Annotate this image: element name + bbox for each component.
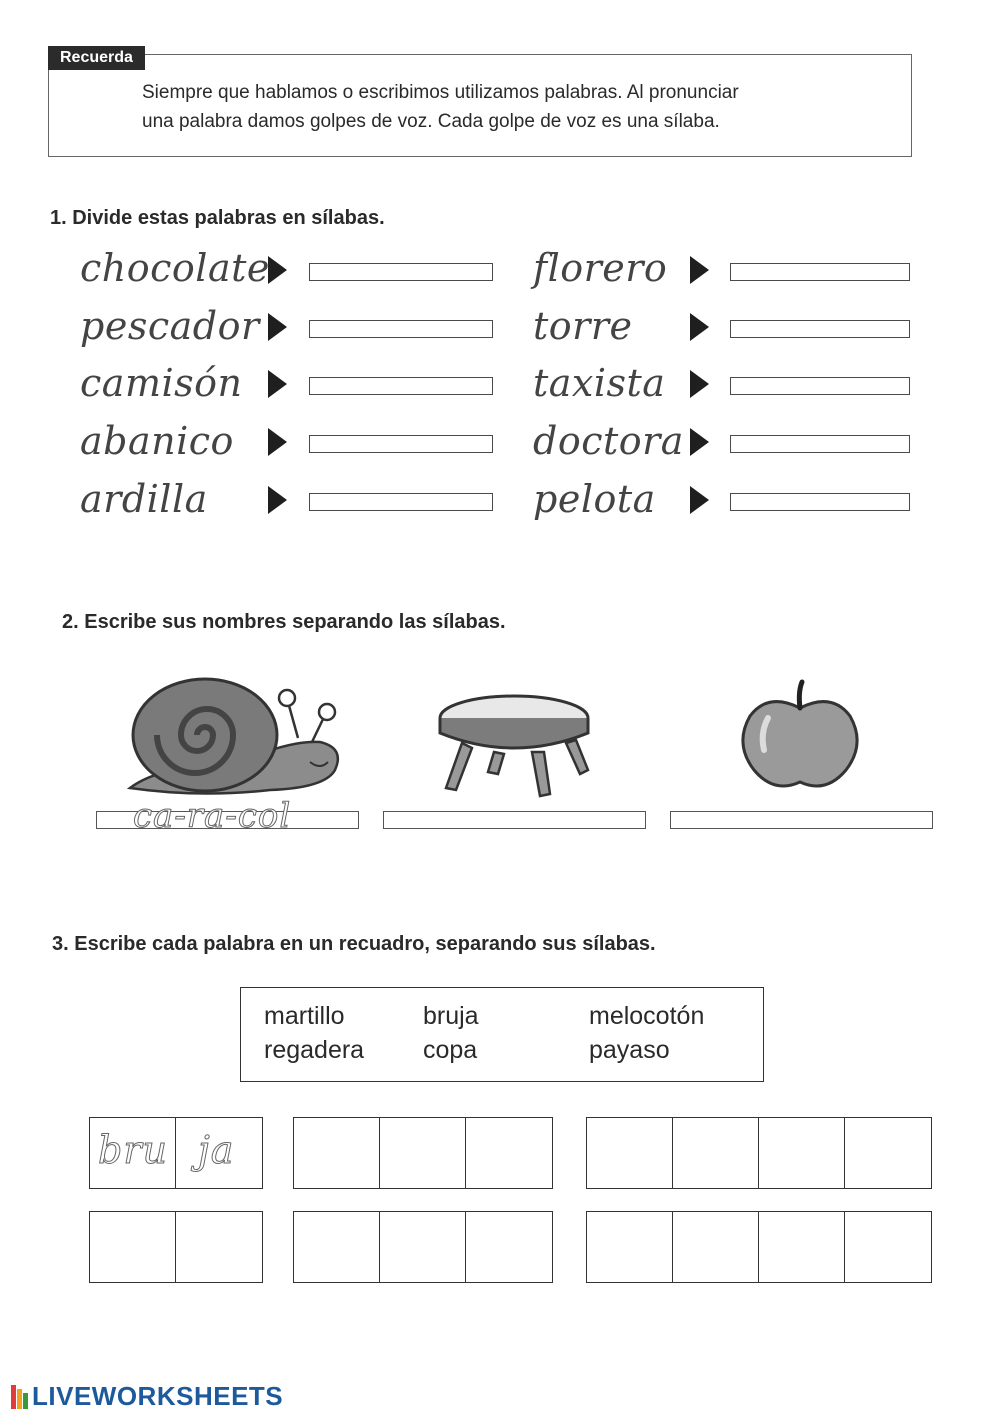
syllable-cell[interactable]	[845, 1118, 931, 1188]
traced-syllable: bru	[98, 1128, 168, 1172]
recuerda-text	[142, 78, 902, 136]
bank-word: regadera	[264, 1036, 365, 1064]
apple-picture	[738, 678, 862, 790]
traced-syllable: ja	[198, 1128, 235, 1172]
answer-input-florero[interactable]	[730, 263, 910, 281]
arrow-icon	[268, 370, 287, 398]
syllable-grid-3	[293, 1211, 553, 1283]
word-ardilla: ardilla	[80, 477, 208, 521]
syllable-cell[interactable]	[587, 1118, 673, 1188]
answer-input-taxista[interactable]	[730, 377, 910, 395]
syllable-cell[interactable]	[673, 1212, 759, 1282]
word-doctora: doctora	[533, 419, 684, 463]
word-chocolate: chocolate	[80, 246, 270, 290]
bank-word: bruja	[423, 1002, 479, 1030]
word-pelota: pelota	[533, 477, 656, 521]
syllable-cell[interactable]	[294, 1118, 380, 1188]
name-input-apple[interactable]	[670, 811, 933, 829]
syllable-cell[interactable]	[759, 1212, 845, 1282]
recuerda-line-1: Siempre que hablamos o escribimos utilizamos palabras. Al pronunciar	[142, 82, 739, 103]
exercise-2-heading: 2. Escribe sus nombres separando las sílabas.	[62, 611, 506, 633]
syllable-grid-4	[586, 1211, 932, 1283]
syllable-cell[interactable]	[176, 1118, 262, 1188]
name-input-snail[interactable]	[96, 796, 359, 836]
answer-input-abanico[interactable]	[309, 435, 493, 453]
syllable-cell[interactable]	[294, 1212, 380, 1282]
syllable-cell[interactable]	[587, 1212, 673, 1282]
word-taxista: taxista	[533, 361, 666, 405]
arrow-icon	[690, 256, 709, 284]
arrow-icon	[268, 256, 287, 284]
syllable-cell[interactable]	[466, 1212, 552, 1282]
recuerda-label: Recuerda	[48, 46, 145, 70]
arrow-icon	[268, 486, 287, 514]
arrow-icon	[690, 370, 709, 398]
bank-word: copa	[423, 1036, 478, 1064]
syllable-grid-4	[586, 1117, 932, 1189]
arrow-icon	[690, 486, 709, 514]
syllable-cell[interactable]	[759, 1118, 845, 1188]
syllable-grid-3	[293, 1117, 553, 1189]
answer-input-torre[interactable]	[730, 320, 910, 338]
recuerda-line-2: una palabra damos golpes de voz. Cada golpe de voz es una sílaba.	[142, 111, 720, 132]
word-torre: torre	[533, 304, 633, 348]
syllable-grid-2	[89, 1117, 263, 1189]
word-abanico: abanico	[80, 419, 234, 463]
snail-picture	[120, 670, 350, 810]
bank-word: payaso	[589, 1036, 670, 1064]
syllable-cell[interactable]	[90, 1118, 176, 1188]
answer-input-chocolate[interactable]	[309, 263, 493, 281]
answer-input-pescador[interactable]	[309, 320, 493, 338]
exercise-3-heading: 3. Escribe cada palabra en un recuadro, separando sus sílabas.	[52, 933, 656, 955]
arrow-icon	[690, 313, 709, 341]
traced-example-caracol: ca-ra-col	[133, 796, 292, 836]
arrow-icon	[268, 428, 287, 456]
answer-input-doctora[interactable]	[730, 435, 910, 453]
syllable-cell[interactable]	[380, 1212, 466, 1282]
syllable-cell[interactable]	[176, 1212, 262, 1282]
answer-input-ardilla[interactable]	[309, 493, 493, 511]
arrow-icon	[690, 428, 709, 456]
liveworksheets-brand	[10, 1381, 283, 1412]
brand-name: LIVEWORKSHEETS	[32, 1381, 284, 1411]
word-florero: florero	[533, 246, 668, 290]
answer-input-pelota[interactable]	[730, 493, 910, 511]
syllable-cell[interactable]	[673, 1118, 759, 1188]
syllable-cell[interactable]	[380, 1118, 466, 1188]
syllable-grid-2	[89, 1211, 263, 1283]
bank-word: martillo	[264, 1002, 345, 1030]
word-bank	[240, 987, 764, 1082]
name-input-stool[interactable]	[383, 811, 646, 829]
word-pescador: pescador	[80, 304, 260, 348]
syllable-cell[interactable]	[90, 1212, 176, 1282]
syllable-cell[interactable]	[466, 1118, 552, 1188]
arrow-icon	[268, 313, 287, 341]
bank-word: melocotón	[589, 1002, 705, 1030]
word-camison: camisón	[80, 361, 243, 405]
exercise-1-heading: 1. Divide estas palabras en sílabas.	[50, 207, 385, 229]
stool-picture	[432, 688, 597, 803]
answer-input-camison[interactable]	[309, 377, 493, 395]
syllable-cell[interactable]	[845, 1212, 931, 1282]
liveworksheets-logo-icon	[10, 1384, 30, 1410]
